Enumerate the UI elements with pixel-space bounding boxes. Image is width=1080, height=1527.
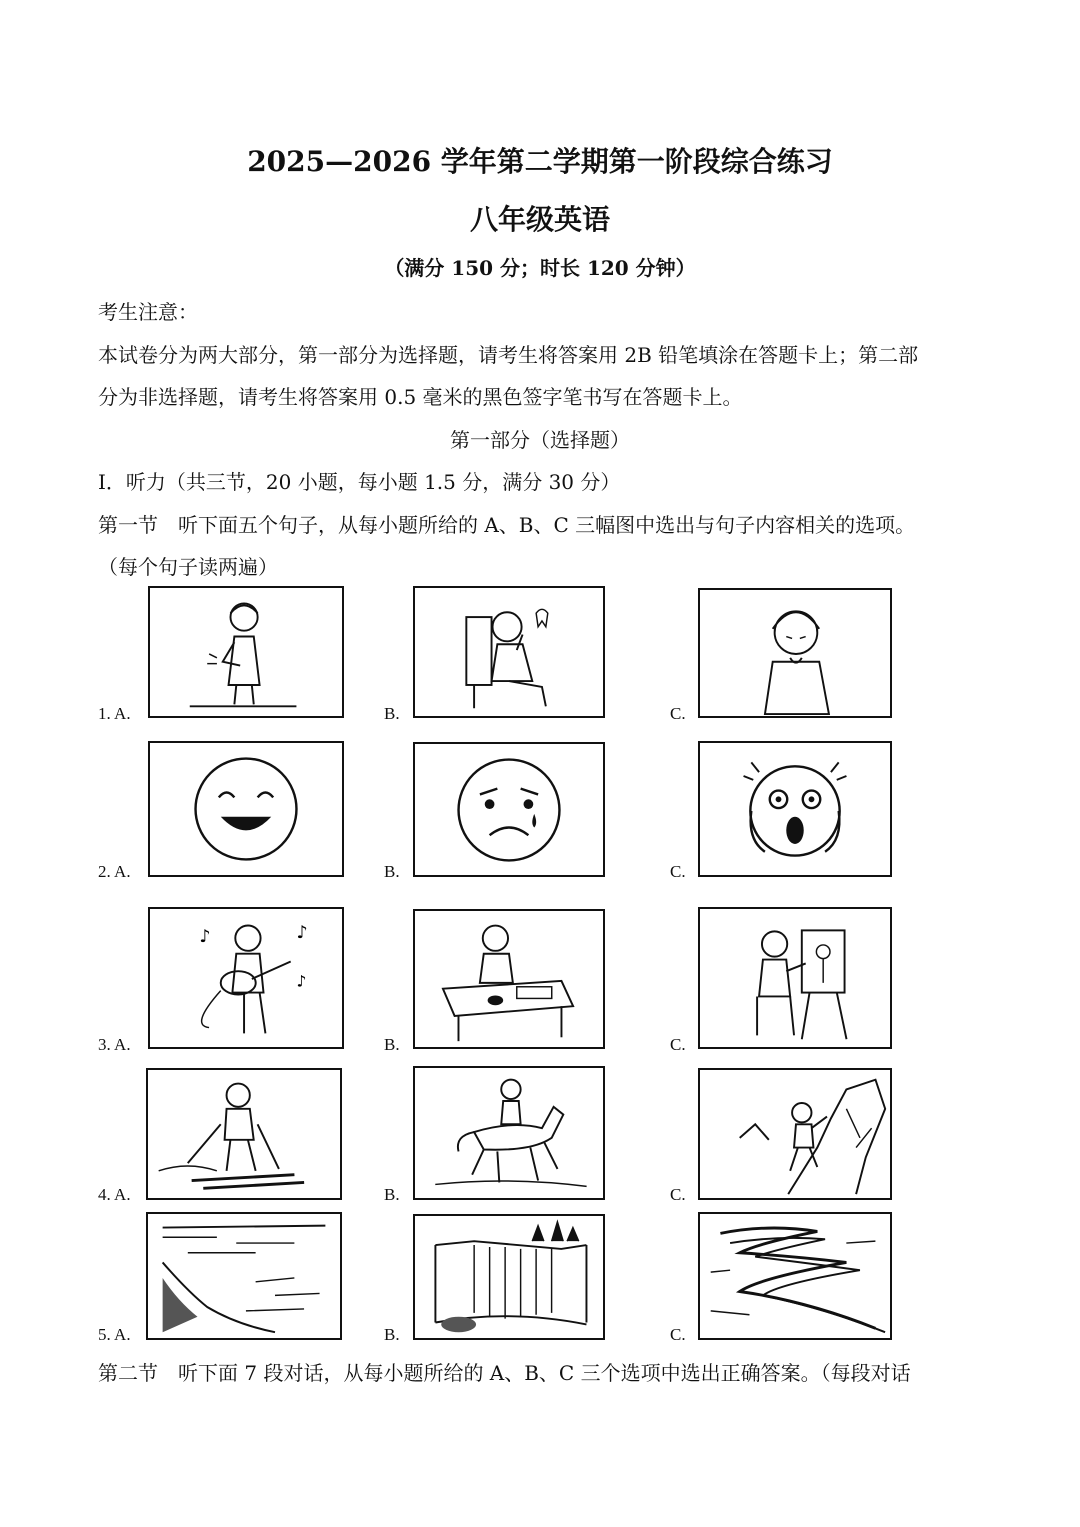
q2-option-b-picture[interactable] [413,742,605,877]
q1-option-b-picture[interactable] [413,586,605,718]
q1-option-a-label: 1. A. [98,704,131,723]
coast-sea-picture [148,1214,340,1338]
part1-title: 第一部分（选择题） [450,428,630,452]
waterfall-picture [415,1216,603,1338]
happy-face-picture [150,743,342,875]
q4-option-b-label: B. [384,1185,400,1204]
girl-toothache-picture [415,588,603,716]
section1-note: （每个句子读两遍） [98,555,278,579]
girl-painting-picture [700,909,890,1047]
q2-option-a-picture[interactable] [148,741,344,877]
q1-option-c-label: C. [670,704,686,723]
q1-option-c-picture[interactable] [698,588,892,718]
girl-calligraphy-picture [415,911,603,1047]
notice-line-1: 本试卷分为两大部分，第一部分为选择题，请考生将答案用 2B 铅笔填涂在答题卡上；第二部 [98,343,919,367]
q3-option-c-label: C. [670,1035,686,1054]
q3-option-b-label: B. [384,1035,400,1054]
svg-text:♪: ♪ [296,923,308,944]
q5-option-c-label: C. [670,1325,686,1344]
section2-instruction: 第二节 听下面 7 段对话，从每小题所给的 A、B、C 三个选项中选出正确答案。（每段对话 [98,1361,911,1385]
svg-text:♪: ♪ [296,972,307,991]
notice-line-2: 分为非选择题，请考生将答案用 0.5 毫米的黑色签字笔书写在答题卡上。 [98,385,743,409]
sad-face-picture [415,744,603,875]
q3-option-b-picture[interactable] [413,909,605,1049]
girl-guitar-picture [150,909,342,1047]
girl-stomachache-picture [150,588,342,716]
q4-option-c-picture[interactable] [698,1068,892,1200]
scared-face-picture [700,743,890,875]
q1-option-b-label: B. [384,704,400,723]
q2-option-a-label: 2. A. [98,862,131,881]
q3-option-c-picture[interactable] [698,907,892,1049]
boy-rock-climbing-picture [700,1070,890,1198]
q5-option-a-label: 5. A. [98,1325,131,1344]
q4-option-b-picture[interactable] [413,1066,605,1200]
q5-option-c-picture[interactable] [698,1212,892,1340]
girl-sore-throat-picture [700,590,890,716]
q4-option-c-label: C. [670,1185,686,1204]
q5-option-b-label: B. [384,1325,400,1344]
q2-option-b-label: B. [384,862,400,881]
listening-heading: Ⅰ．听力（共三节，20 小题，每小题 1.5 分，满分 30 分） [98,470,621,494]
q2-option-c-label: C. [670,862,686,881]
svg-text:♪: ♪ [199,927,211,948]
q4-option-a-picture[interactable] [146,1068,342,1200]
boy-skiing-picture [148,1070,340,1198]
q4-option-a-label: 4. A. [98,1185,131,1204]
q5-option-b-picture[interactable] [413,1214,605,1340]
q3-option-a-label: 3. A. [98,1035,131,1054]
q2-option-c-picture[interactable] [698,741,892,877]
section1-instruction: 第一节 听下面五个句子，从每小题所给的 A、B、C 三幅图中选出与句子内容相关的选项。 [98,513,916,537]
q5-option-a-picture[interactable] [146,1212,342,1340]
boy-horse-riding-picture [415,1068,603,1198]
exam-title: 2025—2026 学年第二学期第一阶段综合练习 [247,145,833,178]
q3-option-a-picture[interactable] [148,907,344,1049]
q1-option-a-picture[interactable] [148,586,344,718]
notice-heading: 考生注意： [98,300,198,324]
river-picture [700,1214,890,1338]
exam-subject: 八年级英语 [469,203,610,236]
score-info: （满分 150 分；时长 120 分钟） [384,256,696,280]
